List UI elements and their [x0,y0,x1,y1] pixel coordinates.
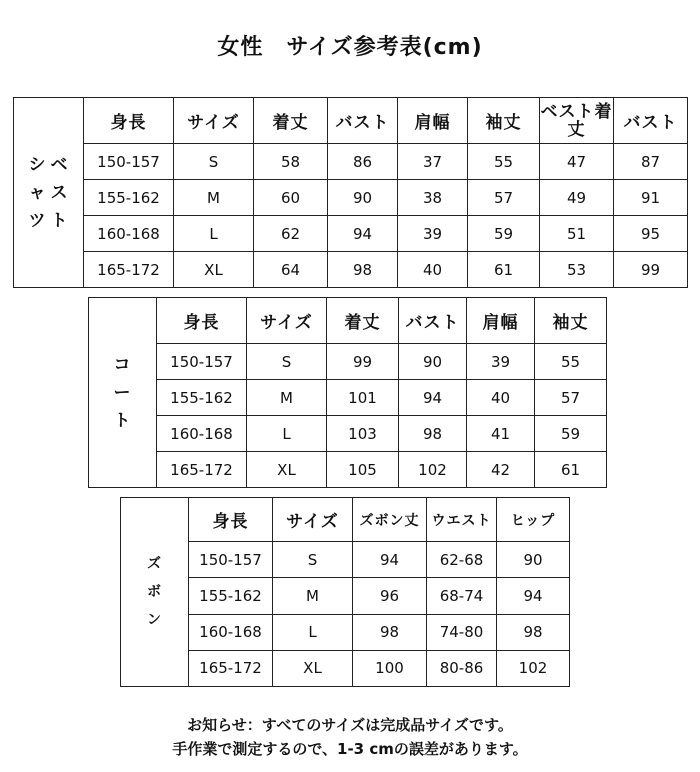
table-cell: 58 [254,144,328,180]
table-row [89,344,607,380]
table-cell: 101 [327,380,399,416]
header-size: サイズ [273,498,353,542]
table-cell: S [174,144,254,180]
table-cell: 64 [254,252,328,288]
vest-shirt-size-table [13,97,688,288]
table-cell: 74-80 [427,614,497,650]
table-cell: XL [174,252,254,288]
table-cell: 59 [468,216,540,252]
header-pants-length: ズボン丈 [353,498,427,542]
table-cell: 61 [468,252,540,288]
table-cell: 150-157 [157,344,247,380]
table-cell: M [273,578,353,614]
table-cell: 98 [328,252,398,288]
table-cell: 155-162 [157,380,247,416]
table-cell: 49 [540,180,614,216]
group-label-column: コ ー ト [113,354,132,431]
notice-line-1: お知らせ：すべてのサイズは完成品サイズです。 [187,716,513,734]
table-row [14,216,688,252]
table-cell: 61 [535,452,607,488]
table-row [14,180,688,216]
table-cell: 57 [468,180,540,216]
table-cell: 94 [328,216,398,252]
table-cell: 98 [353,614,427,650]
header-size: サイズ [174,98,254,144]
table-cell: 102 [399,452,467,488]
header-bust: バスト [328,98,398,144]
table-cell: 41 [467,416,535,452]
table-cell: 105 [327,452,399,488]
table-cell: 100 [353,650,427,686]
table-cell: 155-162 [84,180,174,216]
table-cell: 155-162 [189,578,273,614]
table-cell: 60 [254,180,328,216]
table-cell: 165-172 [157,452,247,488]
table-cell: L [273,614,353,650]
table-cell: 91 [614,180,688,216]
pants-size-table [120,497,570,687]
table-cell: 53 [540,252,614,288]
table-cell: S [273,542,353,578]
table-row [89,416,607,452]
table-cell: 80-86 [427,650,497,686]
table-cell: 40 [398,252,468,288]
table-cell: L [247,416,327,452]
table-cell: 150-157 [189,542,273,578]
table-cell: XL [247,452,327,488]
table-cell: 94 [353,542,427,578]
table-cell: 37 [398,144,468,180]
table-cell: 68-74 [427,578,497,614]
group-label-coat [89,298,157,488]
table-cell: 150-157 [84,144,174,180]
table-cell: 59 [535,416,607,452]
header-height: 身長 [84,98,174,144]
header-bust: バスト [399,298,467,344]
table-cell: 103 [327,416,399,452]
table-cell: 160-168 [84,216,174,252]
header-height: 身長 [189,498,273,542]
table-cell: M [174,180,254,216]
table-cell: 96 [353,578,427,614]
notice [0,713,700,761]
table-cell: 90 [399,344,467,380]
table-cell: 165-172 [189,650,273,686]
group-label-column: ズ ボ ン [147,556,162,628]
table-cell: 55 [535,344,607,380]
table-cell: 98 [399,416,467,452]
header-height: 身長 [157,298,247,344]
table-row [89,452,607,488]
header-size: サイズ [247,298,327,344]
header-vest-bust: バスト [614,98,688,144]
table-cell: 62-68 [427,542,497,578]
header-waist: ウエスト [427,498,497,542]
table-cell: 38 [398,180,468,216]
header-vest-length: ベスト着丈 [540,98,614,144]
header-sleeve: 袖丈 [468,98,540,144]
header-shoulder: 肩幅 [398,98,468,144]
table-row [121,614,570,650]
table-row [121,542,570,578]
table-cell: 42 [467,452,535,488]
header-sleeve: 袖丈 [535,298,607,344]
table-cell: M [247,380,327,416]
table-cell: 160-168 [189,614,273,650]
table-cell: 99 [614,252,688,288]
table-cell: 55 [468,144,540,180]
table-row [121,578,570,614]
table-cell: 86 [328,144,398,180]
group-label-column: シ ャ ツ [28,154,47,231]
table-cell: L [174,216,254,252]
group-label-pants [121,498,189,687]
table-cell: 90 [328,180,398,216]
table-cell: 62 [254,216,328,252]
table-cell: 95 [614,216,688,252]
table-cell: 87 [614,144,688,180]
header-shoulder: 肩幅 [467,298,535,344]
table-cell: 90 [497,542,570,578]
table-cell: 165-172 [84,252,174,288]
group-label-column: ベ ス ト [50,154,69,231]
table-cell: 102 [497,650,570,686]
table-row [121,650,570,686]
header-length: 着丈 [254,98,328,144]
table-cell: 160-168 [157,416,247,452]
page-title: 女性 サイズ参考表(cm) [217,35,483,60]
notice-line-2: 手作業で測定するので、1-3 cmの誤差があります。 [172,740,528,758]
table-cell: 39 [467,344,535,380]
coat-size-table [88,297,607,488]
table-cell: 94 [497,578,570,614]
table-cell: 39 [398,216,468,252]
table-cell: 51 [540,216,614,252]
table-cell: 98 [497,614,570,650]
header-length: 着丈 [327,298,399,344]
table-row [14,144,688,180]
table-cell: 57 [535,380,607,416]
table-cell: 40 [467,380,535,416]
table-cell: 94 [399,380,467,416]
table-cell: 99 [327,344,399,380]
table-cell: XL [273,650,353,686]
table-cell: 47 [540,144,614,180]
header-hip: ヒップ [497,498,570,542]
table-row [89,380,607,416]
table-cell: S [247,344,327,380]
group-label-vest-shirt [14,98,84,288]
table-row [14,252,688,288]
